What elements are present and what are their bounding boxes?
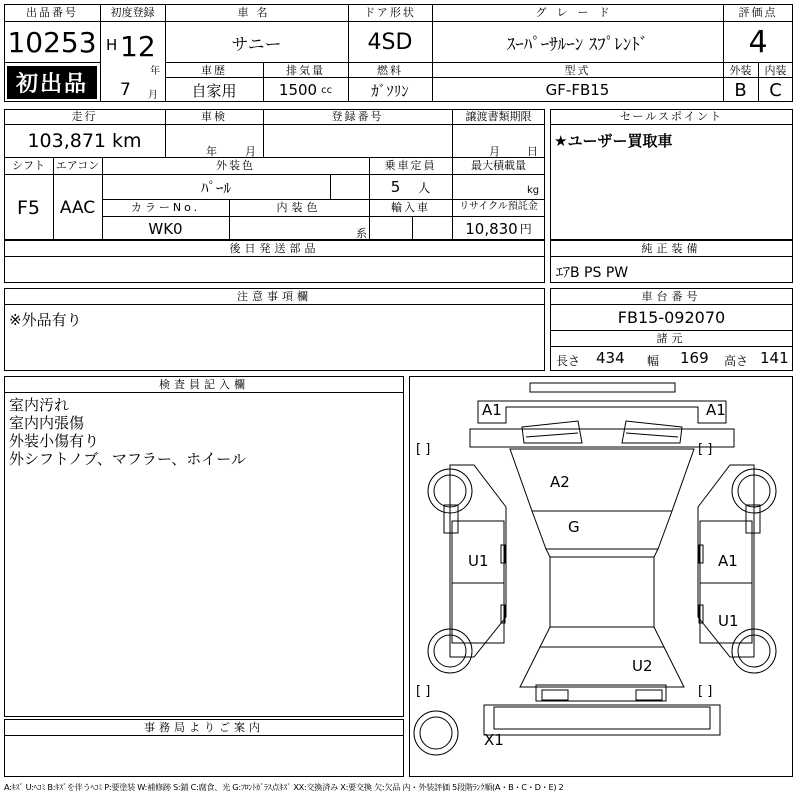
car-name-label: 車名 xyxy=(237,6,276,19)
reg-no-label: 登録番号 xyxy=(331,110,384,123)
mark-u1-left: U1 xyxy=(468,552,489,570)
first-reg-year-unit: 年 xyxy=(150,66,160,77)
recycle-unit: 円 xyxy=(519,222,532,236)
displacement-value xyxy=(263,78,348,102)
chassis-label: 車台番号 xyxy=(641,290,702,303)
width-label: 幅 xyxy=(647,354,660,368)
grade-value: ｽｰﾊﾟｰｻﾙｰﾝ ｽﾌﾟﾚﾝﾄﾞ xyxy=(506,34,649,55)
mark-u2: U2 xyxy=(632,657,653,675)
height-label: 高さ xyxy=(724,354,749,368)
genuine-equip-value: ｴｱB PS PW xyxy=(556,265,629,281)
diagram-bracket-right-rear: [ ] xyxy=(698,684,713,699)
displacement-number: 1500 xyxy=(278,81,318,99)
inspector-label: 検査員記入欄 xyxy=(159,378,249,391)
recycle-number: 10,830 xyxy=(465,219,518,238)
office-label: 事務局よりご案内 xyxy=(144,721,264,734)
capacity-unit: 人 xyxy=(418,180,431,195)
car-outline xyxy=(410,377,794,778)
int-color-label: 内装色 xyxy=(276,201,322,214)
notes-value: ※外品有り xyxy=(9,311,82,329)
mark-g: G xyxy=(568,518,580,536)
mark-a1-side: A1 xyxy=(718,552,738,570)
mileage-label: 走行 xyxy=(71,110,98,123)
door-value: 4SD xyxy=(367,29,413,55)
history-value: 自家用 xyxy=(191,81,237,100)
import-label: 輸入車 xyxy=(391,201,430,214)
displacement-label: 排気量 xyxy=(286,64,325,77)
capacity-number: 5 xyxy=(390,178,401,196)
capacity-label: 乗車定員 xyxy=(384,159,437,172)
legend-text: A:ｷｽﾞ U:ﾍｺﾐ B:ｷｽﾞを伴うﾍｺﾐ P:要塗装 W:補修跡 S:錆 C:腐食、光 G:ﾌﾛﾝﾄｶﾞﾗｽ点ｷｽﾞ XX:交換済み X:要交換 欠:欠品 内・外装評価 5段階ﾗﾝｸ順(A・B・C・D・E) 2 xyxy=(4,782,564,792)
first-reg-month-unit: 月 xyxy=(148,90,158,101)
door-label: ドア形状 xyxy=(364,6,416,19)
model-label: 型式 xyxy=(564,64,591,77)
car-name-value: サニー xyxy=(231,34,282,55)
capacity-value xyxy=(369,175,452,199)
mark-a1-right: A1 xyxy=(706,401,726,419)
ext-score-label: 外装 xyxy=(729,64,752,77)
aircon-value: AAC xyxy=(59,197,96,218)
lot-number: 10253 xyxy=(7,25,97,59)
inspector-line-1: 室内汚れ xyxy=(9,396,70,414)
ext-color-value: ﾊﾟｰﾙ xyxy=(200,178,231,197)
recycle-value xyxy=(452,217,545,240)
max-load-label: 最大積載量 xyxy=(471,159,526,172)
shift-label: シフト xyxy=(12,159,45,172)
first-timeshow-badge xyxy=(7,66,97,99)
diagram-bracket-right: [ ] xyxy=(698,442,713,457)
inspector-line-3: 外装小傷有り xyxy=(9,432,100,450)
fuel-label: 燃料 xyxy=(377,64,403,77)
inspector-line-4: 外シフトノブ、マフラー、ホイール xyxy=(9,450,247,468)
ext-score-value: B xyxy=(734,79,747,101)
grade-label: グレード xyxy=(535,6,620,19)
score-value: 4 xyxy=(748,24,768,60)
mileage-unit: km xyxy=(112,130,142,152)
transfer-label: 譲渡書類期限 xyxy=(465,110,532,123)
length-label: 長さ xyxy=(556,354,581,368)
history-label: 車歴 xyxy=(201,64,227,77)
transfer-day-unit: 日 xyxy=(527,145,538,158)
chassis-value: FB15-092070 xyxy=(617,308,726,327)
first-reg-label: 初度登録 xyxy=(110,6,155,19)
sales-point-value: ★ユーザー買取車 xyxy=(554,132,673,150)
displacement-unit: cc xyxy=(321,84,333,96)
int-color-unit: 系 xyxy=(356,227,367,240)
inspection-year-unit: 年 xyxy=(206,145,217,158)
mark-u1-right: U1 xyxy=(718,612,739,630)
diagram-bracket-left-rear: [ ] xyxy=(416,684,431,699)
mark-a2: A2 xyxy=(550,473,570,491)
length-value: 434 xyxy=(596,349,625,367)
model-value: GF-FB15 xyxy=(545,81,610,99)
first-reg-year: 12 xyxy=(120,30,156,63)
first-timeshow-text: 初出品 xyxy=(15,72,88,97)
score-label: 評価点 xyxy=(738,6,778,19)
recycle-label: リサイクル預託金 xyxy=(459,201,538,212)
aircon-label: エアコン xyxy=(55,159,100,172)
color-no-label: カラーNo. xyxy=(130,201,201,214)
width-value: 169 xyxy=(680,349,709,367)
sales-point-block xyxy=(550,109,793,240)
height-value: 141 xyxy=(760,349,789,367)
first-reg-month: 7 xyxy=(120,80,131,100)
sales-point-label: セールスポイント xyxy=(619,110,723,123)
max-load-unit: kg xyxy=(527,185,540,196)
mileage-value xyxy=(4,125,165,157)
fuel-value: ｶﾞｿﾘﾝ xyxy=(371,81,409,100)
later-parts-label: 後日発送部品 xyxy=(229,242,320,255)
inspection-month-unit: 月 xyxy=(245,145,256,158)
int-score-label: 内装 xyxy=(764,64,787,77)
damage-diagram xyxy=(409,376,793,777)
int-score-value: C xyxy=(769,79,782,101)
genuine-equip-label: 純正装備 xyxy=(641,242,702,255)
inspection-label: 車検 xyxy=(201,110,227,123)
notes-label: 注意事項欄 xyxy=(237,290,312,303)
inspector-line-2: 室内内張傷 xyxy=(9,414,85,432)
diagram-bracket-left: [ ] xyxy=(416,442,431,457)
mileage-number: 103,871 xyxy=(27,130,107,152)
shift-value: F5 xyxy=(16,196,41,219)
first-reg-era: H xyxy=(106,36,118,54)
ext-color-label: 外装色 xyxy=(216,159,255,172)
mark-a1-left: A1 xyxy=(482,401,502,419)
color-no-value: WK0 xyxy=(148,219,183,238)
transfer-month-unit: 月 xyxy=(489,145,500,158)
dimensions-label: 諸元 xyxy=(656,332,687,345)
lot-label: 出品番号 xyxy=(26,6,78,19)
mark-x1: X1 xyxy=(484,731,504,749)
